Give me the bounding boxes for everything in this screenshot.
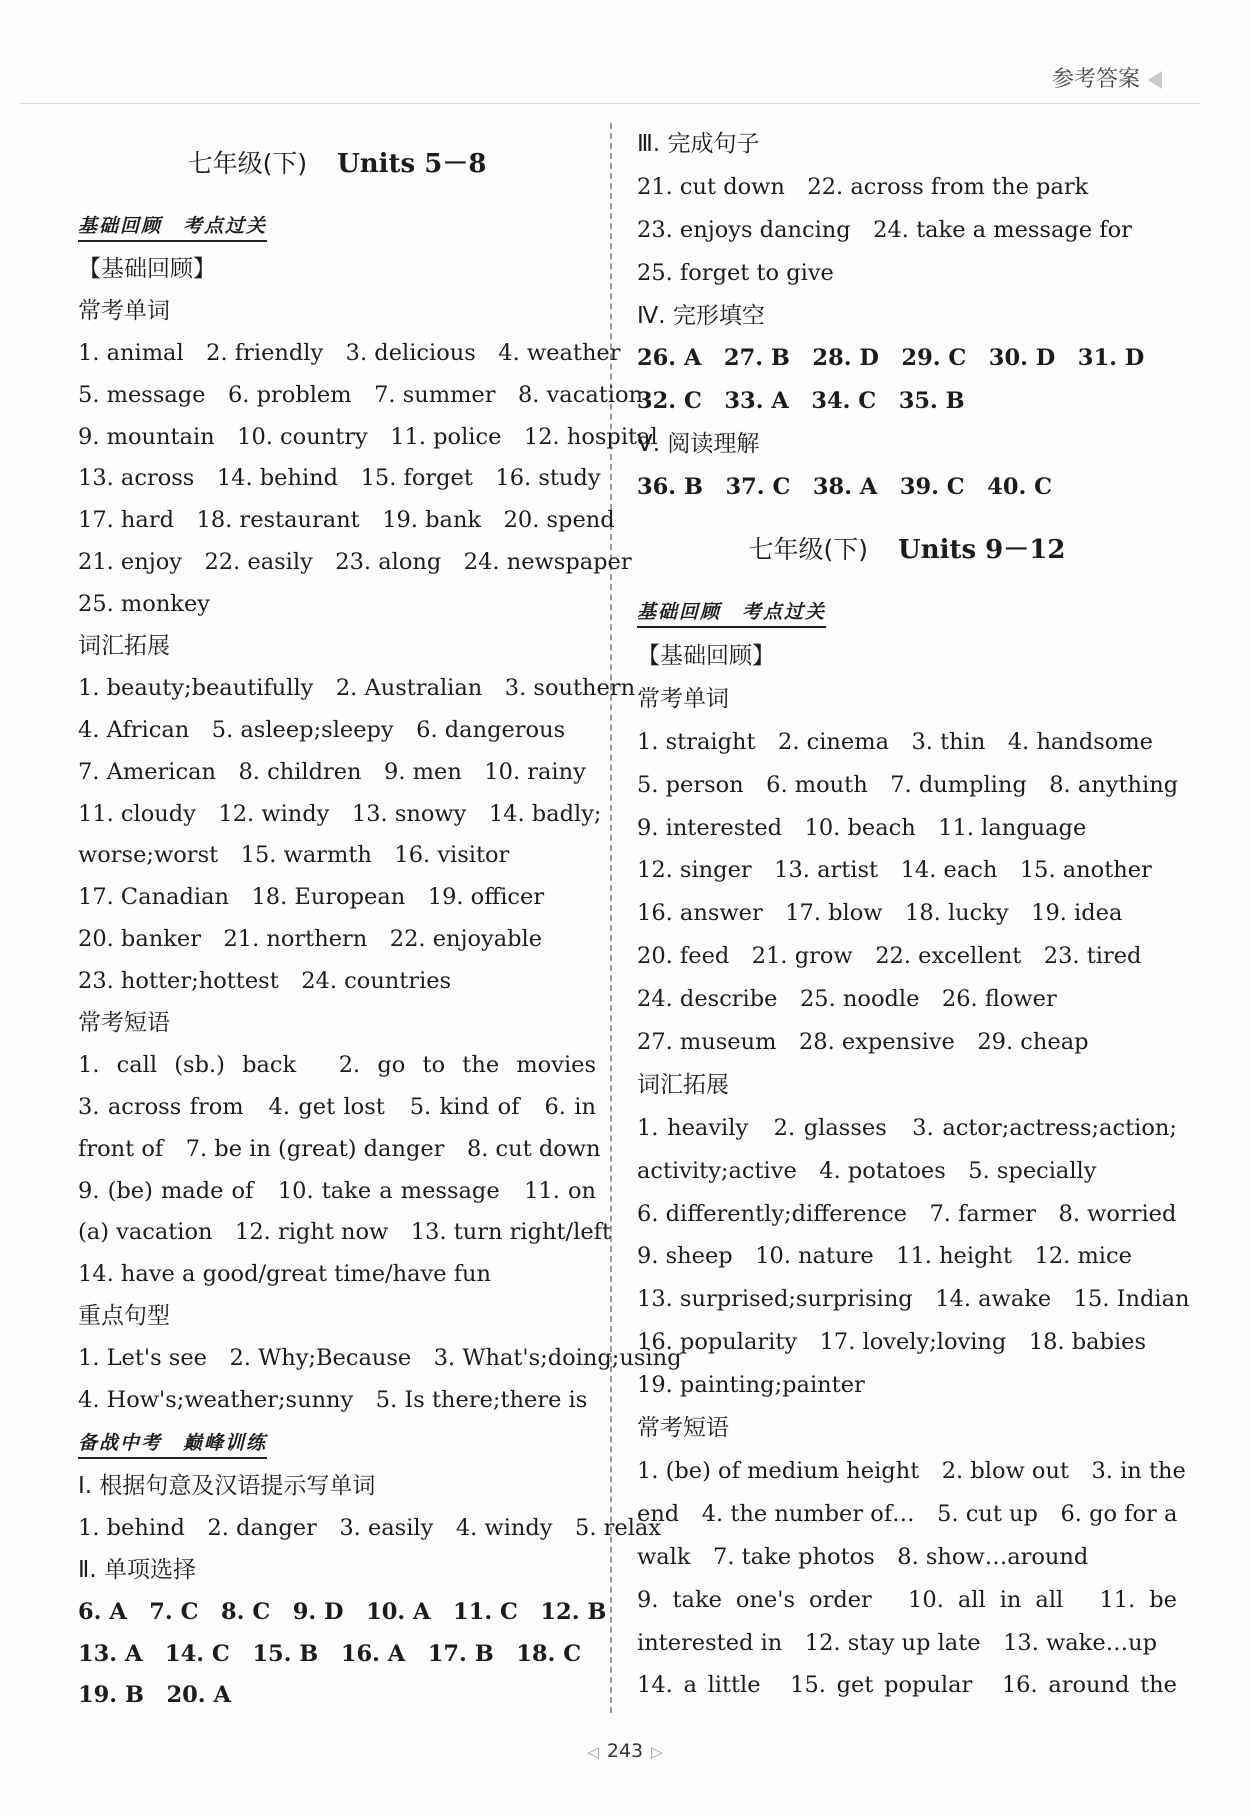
answer-line: 7. American 8. children 9. men 10. rainy [78, 758, 586, 785]
answer-line: 13. surprised;surprising 14. awake 15. Indian [637, 1286, 1190, 1313]
answer-line: 4. How's;weather;sunny 5. Is there;there is [78, 1387, 588, 1414]
answer-line: walk 7. take photos 8. show…around [637, 1543, 1089, 1570]
answer-line: (a) vacation 12. right now 13. turn right/left [78, 1219, 612, 1246]
answer-line: activity;active 4. potatoes 5. specially [637, 1157, 1097, 1184]
answer-line: 6. A 7. C 8. C 9. D 10. A 11. C 12. B [78, 1598, 607, 1625]
answer-line: 14. have a good/great time/have fun [78, 1261, 492, 1288]
answer-line: 6. differently;difference 7. farmer 8. worried [637, 1200, 1177, 1227]
exercise-heading: Ⅱ. 单项选择 [78, 1556, 196, 1583]
answer-line: 36. B 37. C 38. A 39. C 40. C [637, 474, 1053, 501]
answer-line: 16. popularity 17. lovely;loving 18. babies [637, 1329, 1147, 1356]
section-heading [78, 1422, 596, 1466]
answer-line: 3. across from 4. get lost 5. kind of 6. in [78, 1093, 596, 1120]
unit-title-cn: 七年级(下) [187, 149, 308, 178]
answer-line: 16. answer 17. blow 18. lucky 19. idea [637, 900, 1123, 927]
answer-line: 1. animal 2. friendly 3. delicious 4. weather [78, 339, 621, 366]
answer-line: interested in 12. stay up late 13. wake…up [637, 1629, 1158, 1656]
sentence-heading: 重点句型 [78, 1303, 170, 1330]
answer-line: 26. A 27. B 28. D 29. C 30. D 31. D [637, 345, 1145, 372]
answer-line: 17. Canadian 18. European 19. officer [78, 884, 545, 911]
answer-line: 17. hard 18. restaurant 19. bank 20. spend [78, 507, 615, 534]
unit-title-9-12 [637, 509, 1177, 591]
answer-line: 1. (be) of medium height 2. blow out 3. in the [637, 1457, 1186, 1484]
unit-title-en: Units 9－12 [898, 535, 1066, 566]
answer-line: end 4. the number of… 5. cut up 6. go for a [637, 1500, 1178, 1527]
page-number: 243 [606, 1740, 644, 1762]
answer-line: 25. forget to give [637, 259, 834, 286]
answer-line: 4. African 5. asleep;sleepy 6. dangerous [78, 716, 566, 743]
answer-line: 12. singer 13. artist 14. each 15. another [637, 857, 1152, 884]
exercise-heading: Ⅲ. 完成句子 [637, 131, 760, 157]
answer-line: 9. mountain 10. country 11. police 12. hospital [78, 423, 658, 450]
answer-line: 1. heavily 2. glasses 3. actor;actress;action; [637, 1114, 1177, 1141]
answer-line: 14. a little 15. get popular 16. around the [637, 1672, 1177, 1699]
answer-line: 9. take one's order 10. all in all 11. be [637, 1586, 1177, 1613]
answer-line: 32. C 33. A 34. C 35. B [637, 388, 965, 415]
answer-line: worse;worst 15. warmth 16. visitor [78, 842, 510, 869]
answer-line: 9. sheep 10. nature 11. height 12. mice [637, 1243, 1132, 1270]
answer-line: 21. cut down 22. across from the park [637, 173, 1089, 200]
answer-line: 1. behind 2. danger 3. easily 4. windy 5. relax [78, 1514, 661, 1541]
answer-line: 19. painting;painter [637, 1372, 865, 1399]
answer-line: 1. straight 2. cinema 3. thin 4. handsome [637, 728, 1153, 755]
page-header [1052, 62, 1162, 93]
next-arrow-icon: ▷ [651, 1743, 663, 1761]
prev-arrow-icon: ◁ [587, 1743, 599, 1761]
vocab-heading: 常考单词 [637, 685, 729, 712]
unit-title-5-8 [78, 123, 596, 205]
answer-line: 1. call (sb.) back 2. go to the movies [78, 1051, 596, 1078]
answer-line: 5. person 6. mouth 7. dumpling 8. anything [637, 771, 1179, 798]
answer-line: 9. interested 10. beach 11. language [637, 814, 1087, 841]
exercise-heading: Ⅴ. 阅读理解 [637, 431, 760, 458]
answer-line: 11. cloudy 12. windy 13. snowy 14. badly; [78, 800, 602, 827]
basic-review-label: 【基础回顾】 [637, 643, 775, 670]
section-heading-text: 备战中考 巅峰训练 [78, 1429, 267, 1459]
vocab-heading: 常考单词 [78, 297, 170, 324]
phrase-heading: 常考短语 [637, 1415, 729, 1442]
answer-line: 23. enjoys dancing 24. take a message for [637, 216, 1132, 243]
header-arrow-icon [1148, 71, 1162, 89]
answer-line: 13. A 14. C 15. B 16. A 17. B 18. C [78, 1640, 582, 1667]
unit-title-en: Units 5－8 [337, 149, 487, 179]
answer-line: 1. beauty;beautifully 2. Australian 3. southern [78, 674, 636, 701]
ext-heading: 词汇拓展 [637, 1071, 729, 1098]
answer-line: 23. hotter;hottest 24. countries [78, 968, 452, 995]
answer-line: 1. Let's see 2. Why;Because 3. What's;doing;using [78, 1345, 682, 1372]
header-rule [20, 103, 1200, 104]
header-title: 参考答案 [1051, 67, 1140, 92]
answer-line: 27. museum 28. expensive 29. cheap [637, 1029, 1089, 1056]
answer-line: 20. feed 21. grow 22. excellent 23. tired [637, 943, 1142, 970]
section-heading-text: 基础回顾 考点过关 [637, 598, 826, 628]
section-heading-text: 基础回顾 考点过关 [78, 212, 267, 242]
answer-line: 25. monkey [78, 591, 210, 618]
answer-line: 21. enjoy 22. easily 23. along 24. newspaper [78, 549, 632, 576]
answer-line: 9. (be) made of 10. take a message 11. on [78, 1177, 596, 1204]
phrase-heading: 常考短语 [78, 1010, 170, 1037]
basic-review-label: 【基础回顾】 [78, 256, 216, 282]
ext-heading: 词汇拓展 [78, 633, 170, 660]
answer-line: 13. across 14. behind 15. forget 16. study [78, 465, 601, 492]
page-footer [0, 1740, 1250, 1762]
exercise-heading: Ⅳ. 完形填空 [637, 302, 765, 329]
answer-line: 20. banker 21. northern 22. enjoyable [78, 926, 543, 953]
section-heading [637, 591, 1177, 635]
left-column [78, 123, 682, 1717]
right-column [637, 123, 1190, 1707]
exercise-heading: Ⅰ. 根据句意及汉语提示写单词 [78, 1472, 376, 1499]
section-heading [78, 205, 596, 249]
unit-title-cn: 七年级(下) [748, 535, 869, 565]
answer-line: 5. message 6. problem 7. summer 8. vacation [78, 381, 644, 408]
answer-line: front of 7. be in (great) danger 8. cut down [78, 1135, 601, 1162]
answer-line: 19. B 20. A [78, 1682, 231, 1709]
answer-line: 24. describe 25. noodle 26. flower [637, 986, 1057, 1013]
